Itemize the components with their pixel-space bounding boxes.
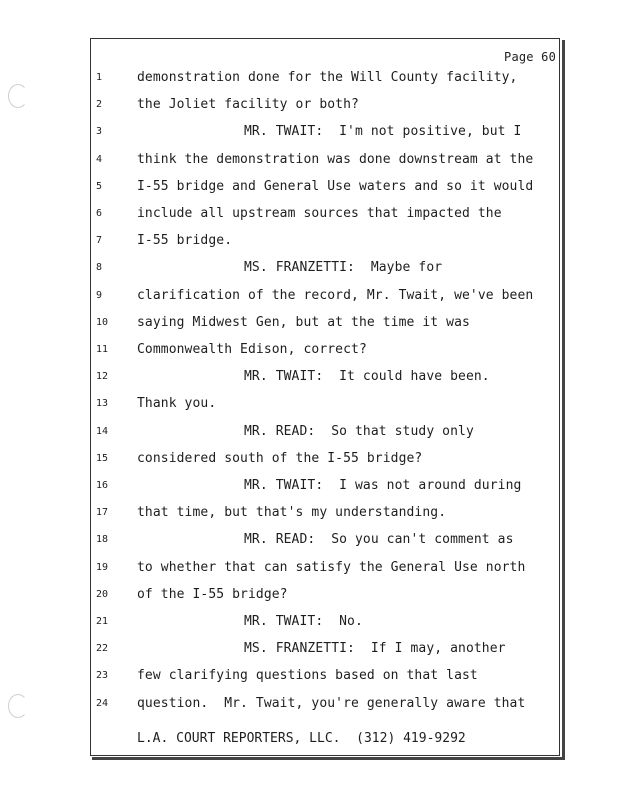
line-number: 3 <box>96 126 103 138</box>
line-number: 16 <box>96 480 109 491</box>
line-number: 9 <box>96 289 103 301</box>
line-number: 23 <box>96 670 109 682</box>
line-number: 21 <box>96 616 109 627</box>
line-number: 1 <box>96 72 103 83</box>
line-text: Commonwealth Edison, correct? <box>137 342 367 357</box>
line-text: I-55 bridge and General Use waters and so it would <box>137 178 534 194</box>
line-number: 22 <box>96 643 109 655</box>
line-number: 2 <box>96 99 103 111</box>
line-number: 18 <box>96 534 109 546</box>
line-text: MR. TWAIT: No. <box>244 614 363 629</box>
line-text: MR. TWAIT: I'm not positive, but I <box>244 124 522 140</box>
line-text: Thank you. <box>137 396 217 412</box>
line-text: MR. READ: So that study only <box>244 423 474 439</box>
transcript-line <box>0 70 618 90</box>
page-number: Page 60 <box>504 50 556 64</box>
transcript-line <box>0 614 618 634</box>
line-text: MS. FRANZETTI: Maybe for <box>244 260 443 276</box>
line-text: include all upstream sources that impacted the <box>137 206 502 221</box>
line-number: 6 <box>96 208 103 219</box>
line-text: MR. TWAIT: I was not around during <box>244 478 522 493</box>
line-number: 15 <box>96 452 109 464</box>
line-number: 8 <box>96 262 103 274</box>
line-text: MR. TWAIT: It could have been. <box>244 369 490 385</box>
line-number: 20 <box>96 588 109 600</box>
line-text: to whether that can satisfy the General Use north <box>137 559 526 575</box>
line-text: demonstration done for the Will County facility, <box>137 70 518 85</box>
line-text: MR. READ: So you can't comment as <box>244 532 514 548</box>
transcript-line <box>0 233 618 253</box>
line-text: considered south of the I-55 bridge? <box>137 450 423 466</box>
reporter-footer: L.A. COURT REPORTERS, LLC. (312) 419-9292 <box>137 731 466 746</box>
transcript-line <box>0 424 618 444</box>
line-number: 11 <box>96 344 109 355</box>
line-text: the Joliet facility or both? <box>137 97 359 113</box>
transcript-line <box>0 587 618 607</box>
transcript-line <box>0 288 618 308</box>
transcript-line <box>0 97 618 117</box>
line-text: of the I-55 bridge? <box>137 586 288 602</box>
line-number: 4 <box>96 153 103 165</box>
transcript-line <box>0 696 618 716</box>
transcript-line <box>0 260 618 280</box>
line-number: 14 <box>96 425 109 437</box>
line-text: MS. FRANZETTI: If I may, another <box>244 641 506 657</box>
transcript-line <box>0 152 618 172</box>
line-number: 7 <box>96 235 103 247</box>
transcript-line <box>0 342 618 362</box>
line-number: 17 <box>96 507 109 519</box>
line-text: that time, but that's my understanding. <box>137 505 447 521</box>
line-number: 24 <box>96 697 109 709</box>
line-number: 12 <box>96 371 109 383</box>
line-text: clarification of the record, Mr. Twait, we've been <box>137 287 534 303</box>
transcript-line <box>0 451 618 471</box>
transcript-line <box>0 505 618 525</box>
transcript-line <box>0 560 618 580</box>
transcript-line <box>0 179 618 199</box>
line-number: 13 <box>96 398 109 410</box>
transcript-line <box>0 532 618 552</box>
line-text: I-55 bridge. <box>137 233 233 249</box>
line-text: think the demonstration was done downstream at the <box>137 151 534 167</box>
transcript-line <box>0 478 618 498</box>
transcript-line <box>0 315 618 335</box>
line-number: 5 <box>96 180 103 192</box>
line-number: 19 <box>96 561 109 573</box>
line-text: question. Mr. Twait, you're generally aware that <box>137 695 526 711</box>
transcript-line <box>0 206 618 226</box>
transcript-line <box>0 396 618 416</box>
transcript-line <box>0 369 618 389</box>
transcript-line <box>0 124 618 144</box>
line-number: 10 <box>96 316 109 328</box>
transcript-line <box>0 641 618 661</box>
line-text: saying Midwest Gen, but at the time it was <box>137 314 470 330</box>
page-shadow-bottom <box>92 757 564 760</box>
transcript-line <box>0 668 618 688</box>
line-text: few clarifying questions based on that last <box>137 668 478 684</box>
